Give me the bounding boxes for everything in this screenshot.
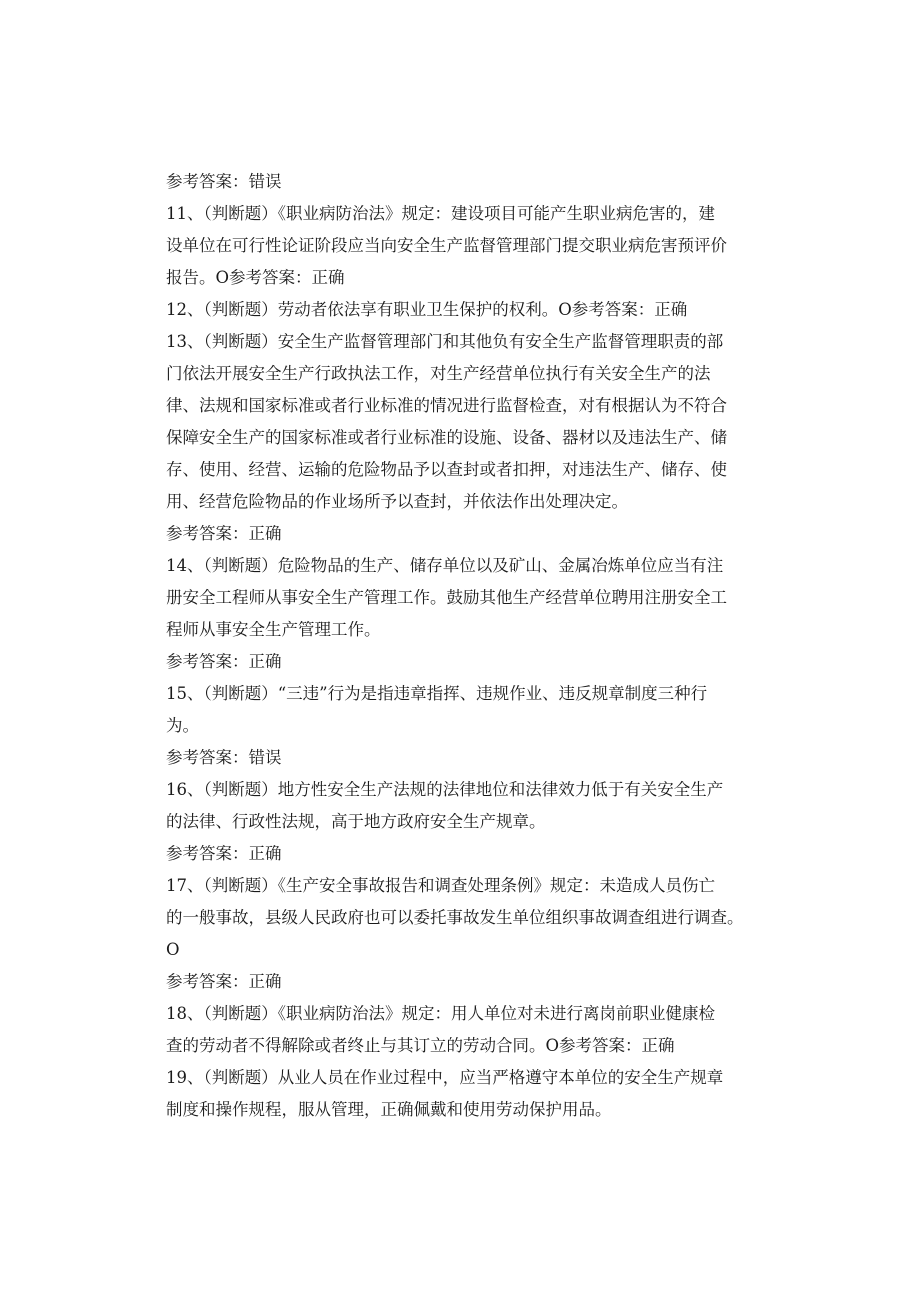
question-13-line-3: 律、法规和国家标准或者行业标准的情况进行监督检查，对有根据认为不符合 (166, 396, 727, 415)
question-18-line-1: 18、（判断题）《职业病防治法》规定：用人单位对未进行离岗前职业健康检 (166, 1004, 715, 1023)
answer-line: 参考答案：错误 (166, 172, 282, 191)
question-13-line-2: 门依法开展安全生产行政执法工作，对生产经营单位执行有关安全生产的法 (166, 364, 711, 383)
question-13-line-5: 存、使用、经营、运输的危险物品予以查封或者扣押，对违法生产、储存、使 (166, 460, 727, 479)
question-16-line-1: 16、（判断题）地方性安全生产法规的法律地位和法律效力低于有关安全生产 (166, 780, 724, 799)
question-16-line-2: 的法律、行政性法规，高于地方政府安全生产规章。 (166, 812, 546, 831)
question-14-line-1: 14、（判断题）危险物品的生产、储存单位以及矿山、金属冶炼单位应当有注 (166, 556, 724, 575)
question-12-line-1: 12、（判断题）劳动者依法享有职业卫生保护的权利。O参考答案：正确 (166, 300, 688, 319)
question-11-line-3: 报告。O参考答案：正确 (166, 268, 345, 287)
question-18-line-2: 查的劳动者不得解除或者终止与其订立的劳动合同。O参考答案：正确 (166, 1036, 675, 1055)
answer-line: 参考答案：错误 (166, 748, 282, 767)
question-11-line-2: 设单位在可行性论证阶段应当向安全生产监督管理部门提交职业病危害预评价 (166, 236, 727, 255)
question-13-line-1: 13、（判断题）安全生产监督管理部门和其他负有安全生产监督管理职责的部 (166, 332, 724, 351)
answer-line: 参考答案：正确 (166, 844, 282, 863)
question-14-line-2: 册安全工程师从事安全生产管理工作。鼓励其他生产经营单位聘用注册安全工 (166, 588, 727, 607)
answer-line: 参考答案：正确 (166, 972, 282, 991)
answer-line: 参考答案：正确 (166, 652, 282, 671)
question-15-line-1: 15、（判断题）“三违”行为是指违章指挥、违规作业、违反规章制度三种行 (166, 684, 708, 703)
question-13-line-4: 保障安全生产的国家标准或者行业标准的设施、设备、器材以及违法生产、储 (166, 428, 727, 447)
question-15-line-2: 为。 (166, 716, 199, 735)
question-19-line-2: 制度和操作规程，服从管理，正确佩戴和使用劳动保护用品。 (166, 1100, 612, 1119)
question-13-line-6: 用、经营危险物品的作业场所予以查封，并依法作出处理决定。 (166, 492, 628, 511)
answer-line: 参考答案：正确 (166, 524, 282, 543)
question-19-line-1: 19、（判断题）从业人员在作业过程中，应当严格遵守本单位的安全生产规章 (166, 1068, 724, 1087)
document-body (166, 166, 766, 1126)
question-11-line-1: 11、（判断题）《职业病防治法》规定：建设项目可能产生职业病危害的，建 (166, 204, 715, 223)
question-17-line-2: 的一般事故，县级人民政府也可以委托事故发生单位组织事故调查组进行调查。 (166, 908, 744, 927)
question-17-line-1: 17、（判断题）《生产安全事故报告和调查处理条例》规定：未造成人员伤亡 (166, 876, 715, 895)
question-14-line-3: 程师从事安全生产管理工作。 (166, 620, 381, 639)
question-17-line-3: O (166, 940, 180, 959)
